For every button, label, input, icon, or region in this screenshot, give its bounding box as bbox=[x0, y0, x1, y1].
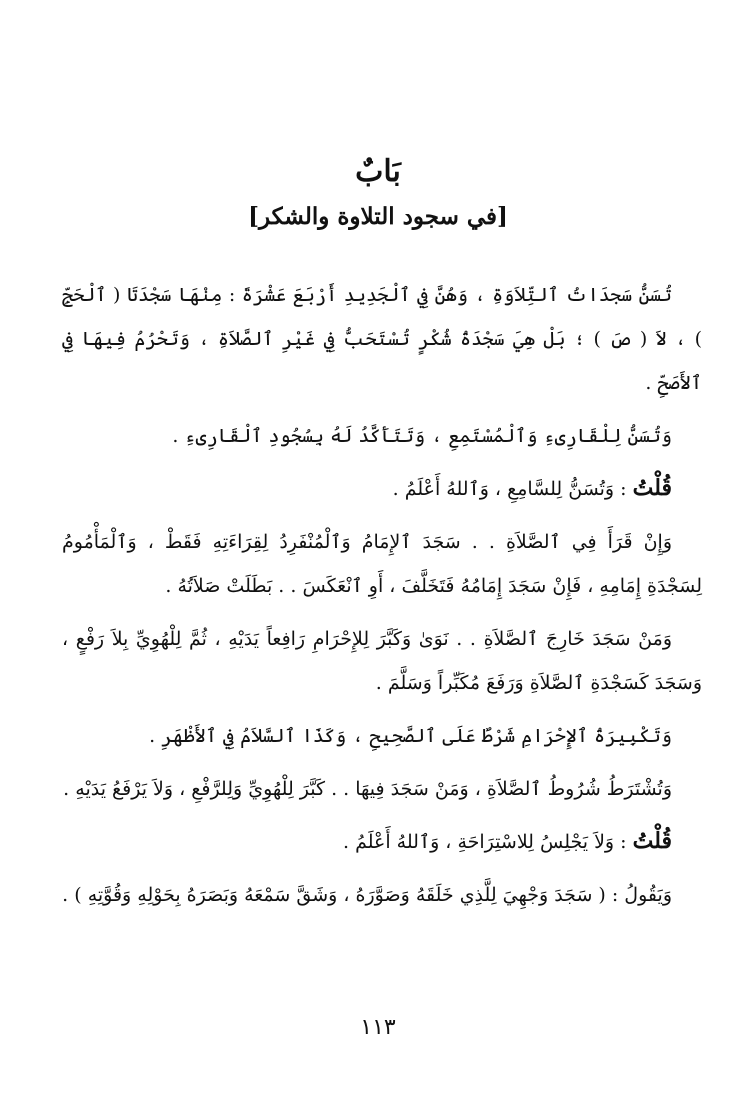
page-number: ١١٣ bbox=[360, 1015, 396, 1040]
paragraph-text: وَإِنْ قَرَأَ فِي ٱلصَّلاَةِ . . سَجَدَ ٱلإِمَامُ وَٱلْمُنْفَرِدُ لِقِرَاءَتِهِ فَقَطْ ، وَٱلْمَأْمُومُ لِسَجْدَةِ إِمَامِهِ ، فَإِنْ سَجَدَ إِمَامُهُ فَتَخَلَّفَ ، أَوِ ٱنْعَكَسَ . . بَطَلَتْ صَلاَتُهُ . bbox=[62, 531, 702, 597]
paragraph-text: وَتُسَنُّ لِلْقَارِىءِ وَٱلْمُسْتَمِعِ ، وَتَتَأَكَّدُ لَهُ بِسُجُودِ ٱلْقَارِىءِ . bbox=[172, 425, 672, 447]
paragraph bbox=[62, 272, 702, 405]
chapter-title: بَابٌ bbox=[355, 154, 401, 189]
paragraph bbox=[62, 519, 702, 608]
paragraph-text: وَتَكْبِيرَةُ ٱلإِحْرَامِ شَرْطٌ عَلَى ٱلصَّحِيحِ ، وَكَذَا ٱلسَّلاَمُ فِي ٱلأَظْهَرِ . bbox=[149, 725, 672, 747]
paragraph bbox=[62, 819, 702, 864]
paragraph-lead: قُلْتُ bbox=[632, 475, 672, 501]
paragraph bbox=[62, 413, 702, 458]
paragraph-text: وَتُشْتَرَطُ شُرُوطُ ٱلصَّلاَةِ ، وَمَنْ سَجَدَ فِيهَا . . كَبَّرَ لِلْهُوِيِّ وَلِلرَّفْعِ ، وَلاَ يَرْفَعُ يَدَيْهِ . bbox=[63, 778, 672, 800]
paragraph-text: وَيَقُولُ : ( سَجَدَ وَجْهِيَ لِلَّذِي خَلَقَهُ وَصَوَّرَهُ ، وَشَقَّ سَمْعَهُ وَبَصَرَهُ بِحَوْلِهِ وَقُوَّتِهِ ) . bbox=[62, 884, 672, 906]
paragraph bbox=[62, 616, 702, 705]
body-text bbox=[62, 272, 702, 925]
paragraph bbox=[62, 466, 702, 511]
paragraph-lead: قُلْتُ bbox=[632, 828, 672, 854]
chapter-subtitle: [في سجود التلاوة والشكر] bbox=[248, 203, 508, 230]
paragraph bbox=[62, 766, 702, 811]
paragraph bbox=[62, 713, 702, 758]
paragraph-text: تُسَنُّ سَجدَاتُ ٱلتِّلاَوَةِ ، وَهُنَّ فِي ٱلْجَدِيدِ أَرْبَعَ عَشْرَةَ : مِنْهَا سَجْدَتَا ( ٱلْحَجِّ ) ، لاَ ( صَ ) ؛ بَلْ هِيَ سَجْدَةُ شُكْرٍ تُسْتَحَبُّ فِي غَيْرِ ٱلصَّلاَةِ ، وَتَحْرُمُ فِيهَا فِي ٱلأَصَحِّ . bbox=[62, 284, 702, 394]
paragraph bbox=[62, 872, 702, 917]
paragraph-text: : وَتُسَنُّ لِلسَّامِعِ ، وَٱللهُ أَعْلَمُ . bbox=[392, 478, 633, 500]
paragraph-text: وَمَنْ سَجَدَ خَارِجَ ٱلصَّلاَةِ . . نَوَىٰ وَكَبَّرَ لِلإِحْرَامِ رَافِعاً يَدَيْهِ ، ثُمَّ لِلْهُوِيِّ بِلاَ رَفْعٍ ، وَسَجَدَ كَسَجْدَةِ ٱلصَّلاَةِ وَرَفَعَ مُكَبِّراً وَسَلَّمَ . bbox=[62, 628, 702, 694]
paragraph-text: : وَلاَ يَجْلِسُ لِلاسْتِرَاحَةِ ، وَٱللهُ أَعْلَمُ . bbox=[343, 831, 633, 853]
